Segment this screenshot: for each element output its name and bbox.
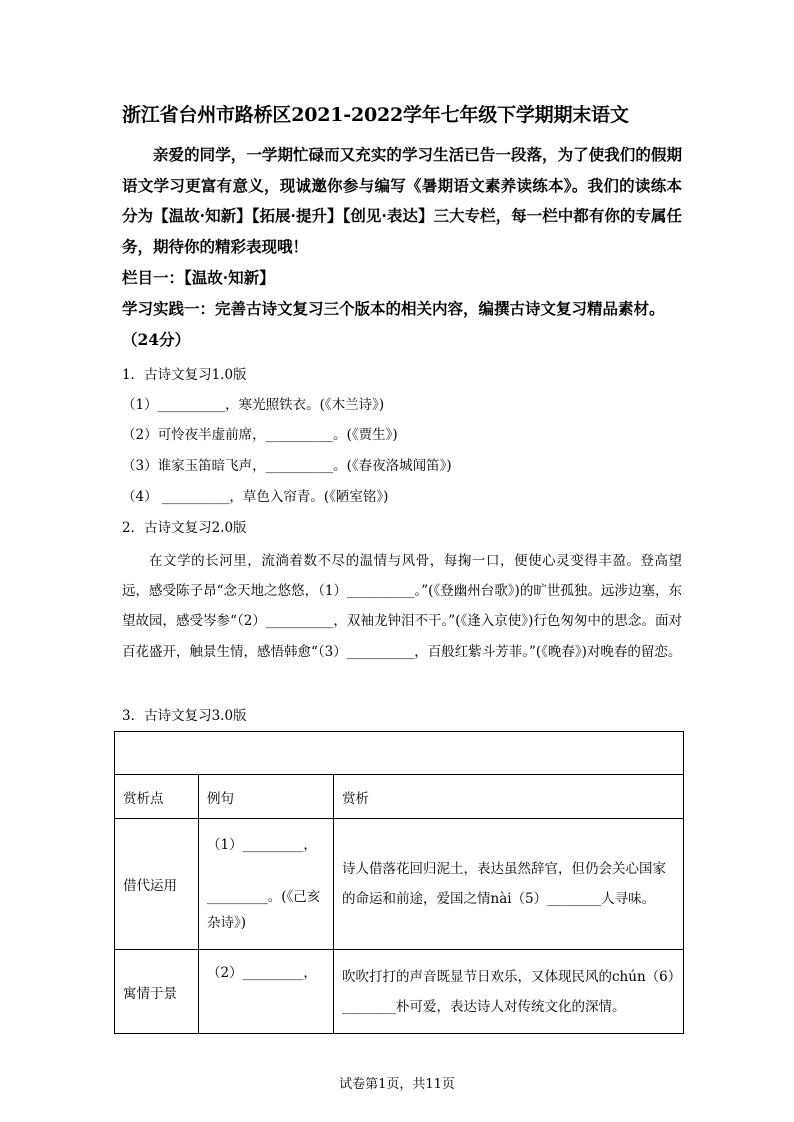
- table-cell-example: [199, 950, 334, 1034]
- table-header-example: 例句: [199, 775, 334, 819]
- table-cell-analysis: 诗人借落花回归泥土，表达虽然辞官，但仍会关心国家的命运和前途，爱国之情nài（5）________人寻味。: [334, 819, 684, 950]
- table-cell-analysis: 吹吹打打的声音既显节日欢乐，又体现民风的chún（6）________朴可爱，表达诗人对传统文化的深情。: [334, 950, 684, 1034]
- section2-heading: 2．古诗文复习2.0版: [122, 520, 247, 536]
- example-line: （1）_________，: [207, 837, 317, 853]
- table-row: [115, 819, 684, 950]
- section3-heading: 3．古诗文复习3.0版: [122, 708, 247, 724]
- table-header-point: 赏析点: [115, 775, 199, 819]
- intro-paragraph: 亲爱的同学，一学期忙碌而又充实的学习生活已告一段落，为了使我们的假期语文学习更富有意义，现诚邀你参与编写《暑期语文素养读练本》。我们的读练本分为【温故·知新】【拓展·提升】【创见·表达】三大专栏，每一栏中都有你的专属任务，期待你的精彩表现哦！: [122, 145, 682, 256]
- table-cell-point: 借代运用: [115, 819, 199, 950]
- question-item: （2）可怜夜半虚前席，__________。(《贾生》): [122, 427, 398, 443]
- example-line: _________。(《己亥杂诗》): [207, 889, 321, 931]
- question-item: （4） __________，草色入帘青。(《陋室铭》): [122, 489, 389, 505]
- section2-paragraph: 在文学的长河里，流淌着数不尽的温情与风骨，每掬一口，便使心灵变得丰盈。登高望远，感受陈子昂“念天地之悠悠，（1）__________。”(《登幽州台歌》)的旷世孤独。远涉边塞，东望故园，感受岑参“（2）__________，双袖龙钟泪不干。”(《逢入京使》)行色匆匆中的思念。面对百花盛开，触景生情，感悟韩愈“（3）__________，百般红紫斗芳菲。”(《晚春》)对晚春的留恋。: [122, 553, 682, 660]
- question-item: （1）__________，寒光照铁衣。(《木兰诗》): [122, 397, 385, 413]
- document-title: 浙江省台州市路桥区2021-2022学年七年级下学期期末语文: [122, 104, 629, 126]
- column-heading: 栏目一：【温故·知新】: [122, 268, 275, 287]
- review-table: [114, 731, 684, 1034]
- table-cell-example: [199, 819, 334, 950]
- table-header-analysis: 赏析: [334, 775, 684, 819]
- section1-heading: 1．古诗文复习1.0版: [122, 367, 247, 383]
- question-item: （3）谁家玉笛暗飞声，__________。(《春夜洛城闻笛》): [122, 458, 452, 474]
- example-line: （2）_________，: [207, 965, 317, 981]
- table-row: [115, 950, 684, 1034]
- table-title-cell: [115, 732, 684, 775]
- page-footer: 试卷第1页，共11页: [339, 1077, 455, 1092]
- table-cell-point: 寓情于景: [115, 950, 199, 1034]
- practice-heading: 学习实践一：完善古诗文复习三个版本的相关内容，编撰古诗文复习精品素材。（24分）: [122, 299, 665, 349]
